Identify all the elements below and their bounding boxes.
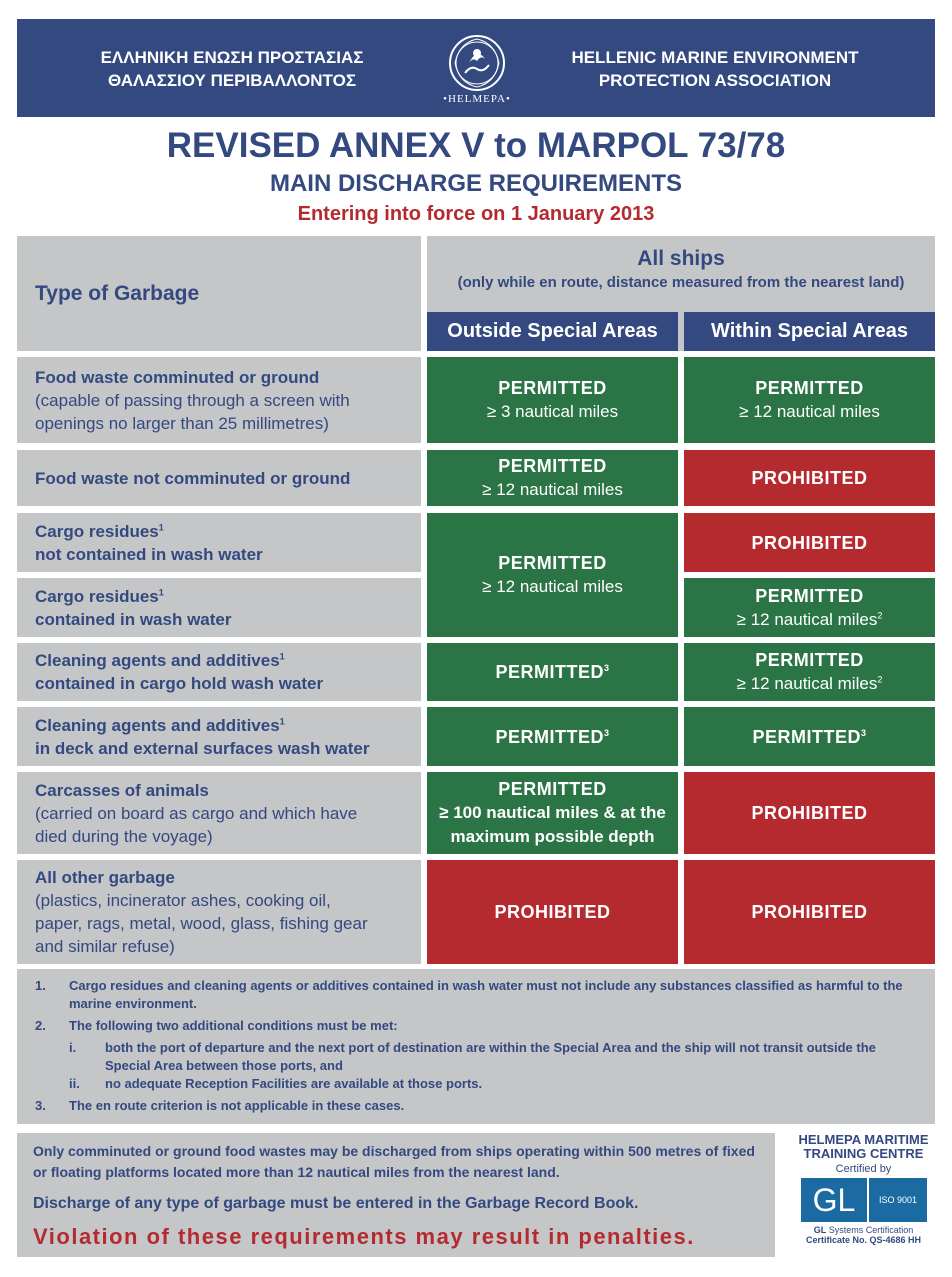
effective-date: Entering into force on 1 January 2013 — [297, 203, 655, 225]
cleaning-hold-within: PERMITTED ≥ 12 nautical miles$^2$ — [684, 643, 935, 701]
row-cleaning-deck-label: Cleaning agents and additives$^1$ in deck and external surfaces wash water — [17, 707, 421, 766]
food-comminuted-outside: PERMITTED ≥ 3 nautical miles — [427, 357, 678, 443]
helmepa-logo — [437, 29, 517, 113]
footnote-2-ii: ii. no adequate Reception Facilities are available at those ports. — [69, 1076, 483, 1091]
all-other-within: PROHIBITED — [684, 860, 935, 964]
english-org-name: HELLENIC MARINE ENVIRONMENT PROTECTION ASSOCIATION — [571, 48, 859, 90]
food-comminuted-within: PERMITTED ≥ 12 nautical miles — [684, 357, 935, 443]
cleaning-deck-outside: PERMITTED$^3$ — [427, 707, 678, 766]
all-other-outside: PROHIBITED — [427, 860, 678, 964]
cargo-residues-outside: PERMITTED ≥ 12 nautical miles — [427, 513, 678, 637]
row-carcasses-label: Carcasses of animals (carried on board as cargo and which have died during the voyage) — [17, 772, 421, 854]
platform-notice: Only comminuted or ground food wastes may be discharged from ships operating within 500 metres of fixed or floating platforms located more than 12 nautical miles from the nearest land. — [33, 1143, 755, 1180]
cleaning-hold-outside: PERMITTED$^3$ — [427, 643, 678, 701]
food-not-comminuted-outside: PERMITTED ≥ 12 nautical miles — [427, 450, 678, 506]
row-cargo-wash-label: Cargo residues$^1$ contained in wash water — [17, 578, 421, 637]
footnote-2-i: i. both the port of departure and the next port of destination are within the Special Area and the ship will not transit outside the Special Area between those ports, and — [69, 1040, 876, 1073]
page-title: REVISED ANNEX V to MARPOL 73/78 — [166, 126, 786, 165]
row-food-comminuted-label: Food waste comminuted or ground (capable of passing through a screen with openings no larger than 25 millimetres) — [17, 357, 421, 443]
footnote-1: 1. Cargo residues and cleaning agents or additives contained in wash water must not include any substances classified as harmful to the marine environment. — [35, 978, 903, 1011]
row-cleaning-hold-label: Cleaning agents and additives$^1$ contained in cargo hold wash water — [17, 643, 421, 701]
row-food-not-comminuted-label: Food waste not comminuted or ground — [17, 450, 421, 506]
logo-label: •HELMEPA• — [443, 93, 511, 105]
within-special-areas-header: Within Special Areas — [684, 312, 935, 351]
carcasses-within: PROHIBITED — [684, 772, 935, 854]
helmepa-seal-icon — [447, 33, 507, 93]
penalty-warning: Violation of these requirements may result in penalties. — [33, 1224, 695, 1249]
record-book-notice: Discharge of any type of garbage must be entered in the Garbage Record Book. — [33, 1195, 639, 1212]
row-all-other-label: All other garbage (plastics, incinerator ashes, cooking oil, paper, rags, metal, wood, glass, fishing gear and similar refuse) — [17, 860, 421, 964]
cleaning-deck-within: PERMITTED$^3$ — [684, 707, 935, 766]
footnotes — [17, 969, 935, 1124]
footnote-2: 2. The following two additional conditions must be met: — [35, 1018, 398, 1033]
gl-certification-logo: GL ISO 9001 — [801, 1178, 927, 1222]
greek-org-name: ΕΛΛΗΝΙΚΗ ΕΝΩΣΗ ΠΡΟΣΤΑΣΙΑΣ ΘΑΛΑΣΣΙΟΥ ΠΕΡΙΒΑΛΛΟΝΤΟΣ — [100, 48, 364, 90]
row-cargo-not-wash-label: Cargo residues$^1$ not contained in wash water — [17, 513, 421, 572]
cargo-not-wash-within: PROHIBITED — [684, 513, 935, 572]
page-subtitle: MAIN DISCHARGE REQUIREMENTS — [269, 170, 683, 197]
bottom-notice — [17, 1133, 775, 1257]
certification-block: HELMEPA MARITIME TRAINING CENTRE Certified by GL ISO 9001 GL Systems Certification Certificate No. QS-4686 HH — [798, 1132, 929, 1245]
carcasses-outside: PERMITTED ≥ 100 nautical miles & at the maximum possible depth — [427, 772, 678, 854]
header-banner — [17, 19, 935, 117]
footnote-3: 3. The en route criterion is not applicable in these cases. — [35, 1098, 405, 1113]
outside-special-areas-header: Outside Special Areas — [427, 312, 678, 351]
all-ships-header: All ships (only while en route, distance measured from the nearest land) — [427, 236, 935, 304]
food-not-comminuted-within: PROHIBITED — [684, 450, 935, 506]
type-of-garbage-header: Type of Garbage — [17, 236, 421, 351]
cargo-wash-within: PERMITTED ≥ 12 nautical miles$^2$ — [684, 578, 935, 637]
